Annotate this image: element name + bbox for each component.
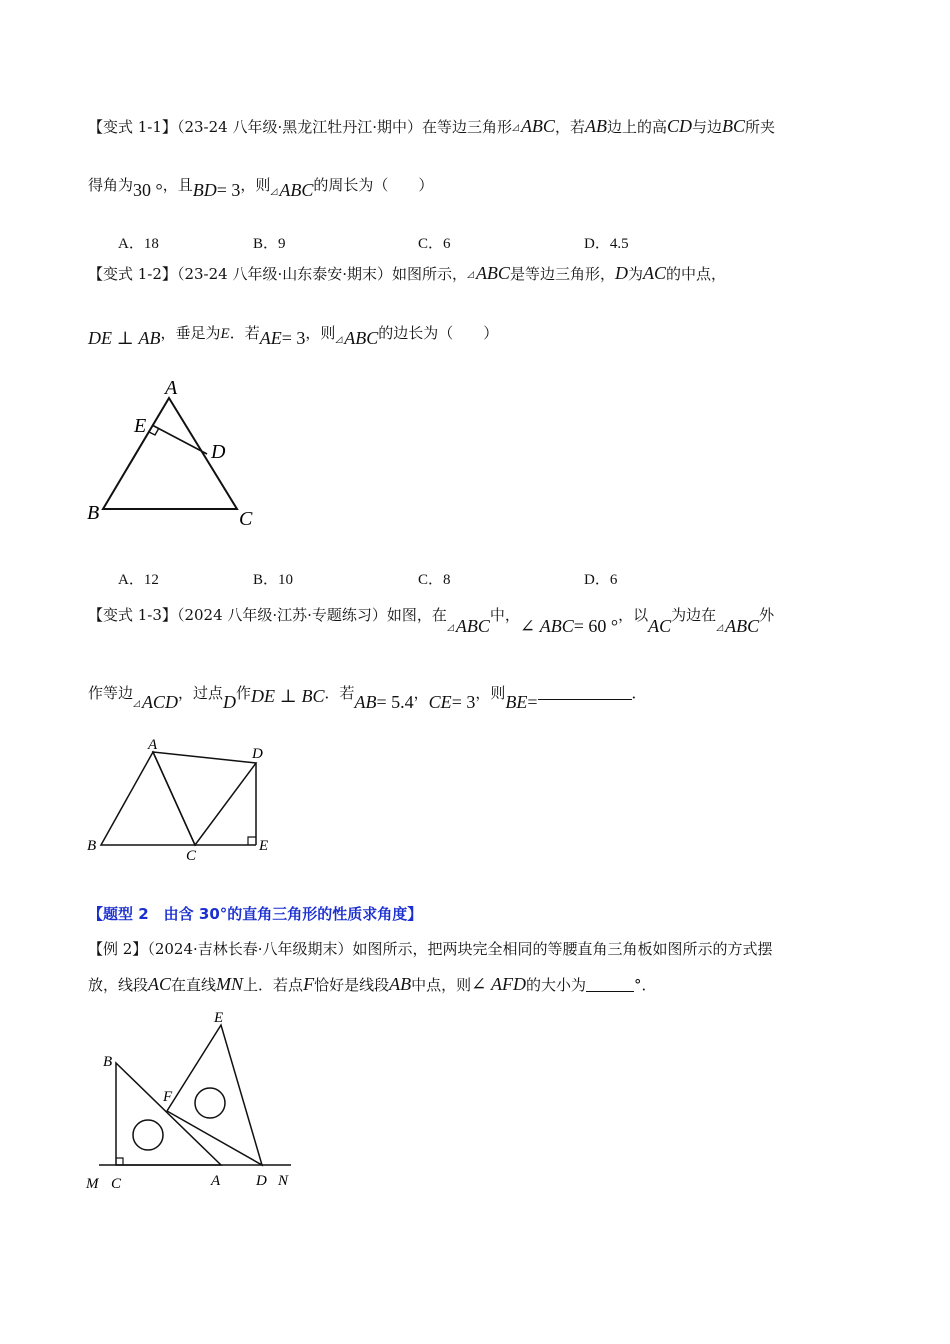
- math: ABC: [520, 116, 555, 136]
- label-e: E: [134, 415, 147, 437]
- label-a: A: [148, 737, 158, 753]
- math-group: [88, 330, 161, 348]
- math: = 60 °: [573, 616, 619, 636]
- option-b[interactable]: B．9: [253, 236, 286, 252]
- text: 所夹: [745, 118, 776, 136]
- label-n: N: [278, 1173, 289, 1189]
- label-c: C: [186, 848, 197, 864]
- label-d: D: [252, 746, 263, 762]
- label-c: C: [111, 1176, 122, 1192]
- math: ABC: [344, 328, 379, 348]
- question-1-2-line-1: [88, 263, 726, 284]
- triangle-abc: [101, 752, 195, 845]
- math-triangle: [133, 692, 178, 712]
- text: ，则: [305, 324, 336, 342]
- hole-circle-2: [195, 1088, 225, 1118]
- math-triangle: [335, 328, 378, 348]
- text: 外: [759, 606, 775, 624]
- question-source: （23-24 八年级·黑龙江牡丹江·期中）: [176, 118, 422, 136]
- label-a: A: [165, 377, 178, 399]
- text: ，若: [554, 118, 585, 136]
- math: AC: [648, 616, 672, 636]
- math: BC: [301, 686, 325, 706]
- math-group: [505, 694, 537, 712]
- text: 的边长为（ ）: [378, 324, 499, 342]
- question-source: （2024·吉林长春·八年级期末）: [147, 940, 353, 958]
- question-1-2-line-2: [88, 322, 499, 348]
- text: 是等边三角形，: [509, 265, 615, 283]
- text: 上．若点: [243, 976, 304, 994]
- label-b: B: [87, 502, 100, 524]
- math: ∠: [519, 616, 535, 636]
- question-source: （23-24 八年级·山东泰安·期末）: [176, 265, 392, 283]
- math: BD: [192, 180, 217, 200]
- math: AB: [389, 974, 412, 994]
- question-1-1-line-1: [88, 116, 775, 137]
- math: ABC: [539, 616, 574, 636]
- answer-blank[interactable]: [538, 699, 632, 700]
- math: AB: [354, 692, 377, 712]
- text: 的大小为: [525, 976, 586, 994]
- triangle-icon: ◿: [446, 622, 454, 632]
- math: = 3: [451, 692, 476, 712]
- math: DE: [88, 328, 112, 348]
- right-angle-mark: [116, 1158, 123, 1165]
- math: BC: [722, 116, 746, 136]
- text: ，垂足为: [160, 324, 221, 342]
- math: AB: [138, 328, 161, 348]
- math: ∠: [471, 974, 487, 994]
- label-a: A: [211, 1173, 221, 1189]
- math: AC: [642, 263, 666, 283]
- math-group: [355, 694, 414, 712]
- option-d[interactable]: D．6: [584, 572, 618, 588]
- option-a[interactable]: A．12: [118, 572, 159, 588]
- label-d: D: [211, 441, 226, 463]
- text: °．: [633, 976, 657, 994]
- math: ABC: [455, 616, 490, 636]
- figure-1-3: [80, 732, 280, 867]
- triangle-icon: ◿: [133, 698, 140, 708]
- label-b: B: [103, 1054, 113, 1070]
- text: ，: [413, 684, 429, 702]
- math: CE: [428, 692, 452, 712]
- text: ．: [631, 684, 647, 702]
- triangle-icon: ◿: [270, 186, 278, 196]
- label-b: B: [87, 838, 97, 854]
- question-tag: 【变式 1-2】: [88, 265, 177, 283]
- example-2-line-2: [88, 974, 657, 995]
- text: 在等边三角形: [422, 118, 513, 136]
- option-c[interactable]: C．8: [418, 572, 451, 588]
- math: F: [303, 974, 315, 994]
- text: ．若: [229, 324, 260, 342]
- triangle-abc: [116, 1063, 221, 1165]
- triangle-acd: [153, 752, 256, 845]
- text: 为边在: [671, 606, 717, 624]
- math: ABC: [725, 616, 760, 636]
- math-triangle: [270, 180, 313, 200]
- question-1-1-line-2: [88, 174, 434, 200]
- math-group: [251, 688, 325, 706]
- triangle-def: [167, 1025, 262, 1165]
- math-group: [429, 694, 476, 712]
- math-triangle: [467, 263, 510, 283]
- math: AFD: [490, 974, 526, 994]
- option-b[interactable]: B．10: [253, 572, 294, 588]
- math: = 5.4: [376, 692, 414, 712]
- math-triangle: [716, 616, 759, 636]
- math: ⊥: [279, 686, 297, 706]
- math: = 3: [216, 180, 241, 200]
- triangle-icon: ◿: [467, 269, 474, 279]
- text: 如图所示，: [392, 265, 468, 283]
- right-angle-mark: [248, 837, 256, 845]
- example-2-line-1: [88, 938, 773, 959]
- math: ⊥: [116, 328, 134, 348]
- label-e: E: [259, 838, 269, 854]
- text: 如图，在: [386, 606, 447, 624]
- text: 的中点，: [665, 265, 726, 283]
- math: CD: [666, 116, 692, 136]
- label-m: M: [86, 1176, 99, 1192]
- option-a[interactable]: A．18: [118, 236, 159, 252]
- text: 恰好是线段: [314, 976, 390, 994]
- text: 边上的高: [606, 118, 667, 136]
- question-tag: 【变式 1-3】: [88, 606, 177, 624]
- math: ABC: [475, 263, 510, 283]
- question-tag: 【变式 1-1】: [88, 118, 177, 136]
- option-d[interactable]: D．4.5: [584, 236, 629, 252]
- text: 中，: [489, 606, 520, 624]
- math: AB: [584, 116, 607, 136]
- math: MN: [216, 974, 244, 994]
- math: DE: [250, 686, 275, 706]
- figure-1-2: [80, 370, 270, 535]
- math: ABC: [279, 180, 314, 200]
- math: 30 °: [133, 180, 163, 200]
- label-c: C: [239, 508, 253, 530]
- text: 作: [235, 684, 251, 702]
- math: D: [222, 692, 236, 712]
- math: D: [614, 263, 628, 283]
- math-triangle: [447, 616, 490, 636]
- section-heading: 【题型 2 由含 30°的直角三角形的性质求角度】: [88, 905, 423, 923]
- text: ，以: [618, 606, 649, 624]
- hole-circle-1: [133, 1120, 163, 1150]
- figure-example-2: [80, 1002, 300, 1197]
- text: ，且: [162, 176, 193, 194]
- text: ．若: [324, 684, 355, 702]
- math: AC: [148, 974, 172, 994]
- text: 的周长为（ ）: [313, 176, 434, 194]
- question-1-3-line-1: [88, 604, 775, 636]
- text: 与边: [691, 118, 722, 136]
- label-f: F: [163, 1089, 173, 1105]
- math: AE: [259, 328, 282, 348]
- text: ，则: [240, 176, 271, 194]
- text: 放，线段: [88, 976, 149, 994]
- math-group: [260, 330, 306, 348]
- segment-de: [152, 425, 207, 454]
- math-triangle: [512, 116, 555, 136]
- triangle-icon: ◿: [512, 122, 519, 132]
- option-c[interactable]: C．6: [418, 236, 451, 252]
- text: 中点，则: [411, 976, 472, 994]
- text: 为: [627, 265, 643, 283]
- answer-blank[interactable]: [586, 991, 634, 992]
- label-d: D: [256, 1173, 267, 1189]
- text: 作等边: [88, 684, 134, 702]
- question-1-3-line-2: [88, 682, 647, 712]
- question-tag: 【例 2】: [88, 940, 148, 958]
- text: 如图所示，把两块完全相同的等腰直角三角板如图所示的方式摆: [352, 940, 773, 958]
- question-source: （2024 八年级·江苏·专题练习）: [176, 606, 387, 624]
- triangle-icon: ◿: [716, 622, 724, 632]
- triangle-icon: ◿: [335, 334, 343, 344]
- math: E: [220, 326, 230, 342]
- math: = 3: [281, 328, 306, 348]
- math: BE: [505, 692, 528, 712]
- text: 得角为: [88, 176, 134, 194]
- math: ACD: [141, 692, 178, 712]
- math-group: [520, 618, 618, 636]
- label-e: E: [214, 1010, 224, 1026]
- text: ，过点: [177, 684, 223, 702]
- math-group: [193, 182, 241, 200]
- text: 在直线: [171, 976, 217, 994]
- text: ，则: [475, 684, 506, 702]
- math: =: [527, 692, 538, 712]
